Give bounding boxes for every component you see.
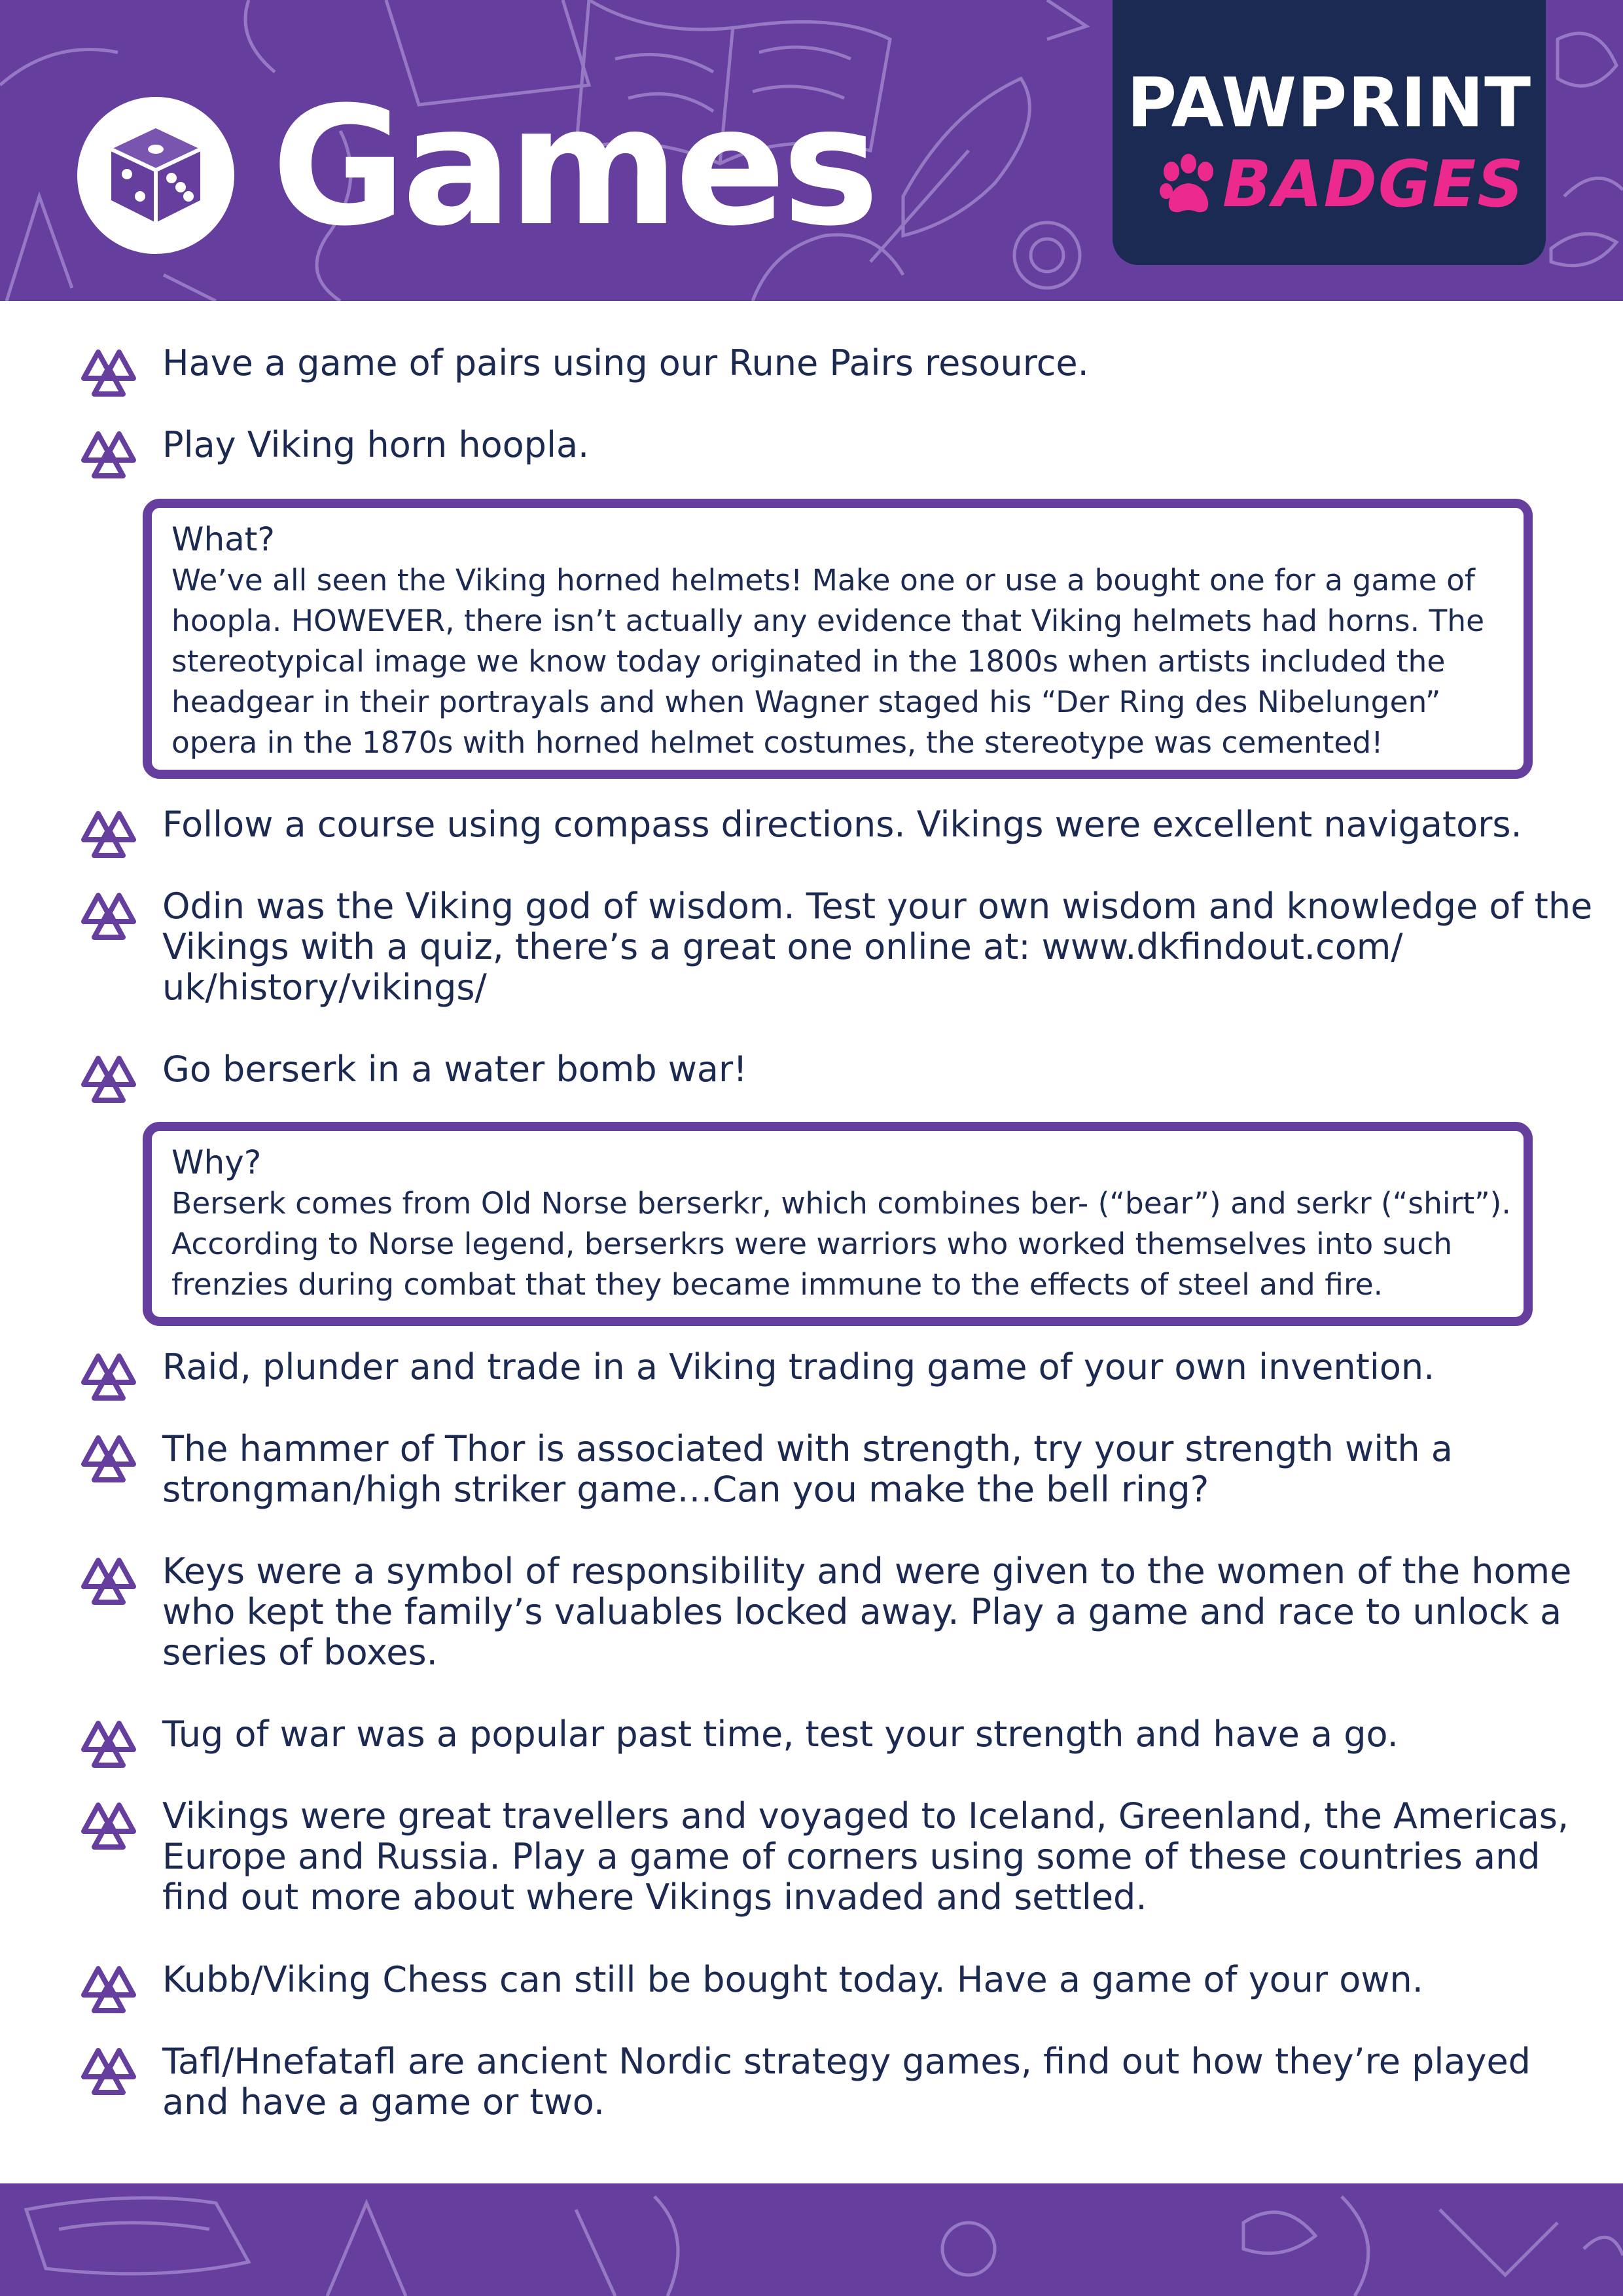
why-info-box (143, 1122, 1533, 1326)
dice-icon (103, 123, 208, 228)
list-item-text: Vikings were great travellers and voyaged to Iceland, Greenland, the Americas, Europe and Russia. Play a game of corners using some of these countries and find out more about where Vikings invaded and settled. (162, 1795, 1569, 1918)
logo-text-top: PAWPRINT (1126, 63, 1532, 143)
logo-bottom-row (1158, 145, 1538, 224)
valknut-icon (79, 2047, 139, 2099)
box-heading: What? (171, 520, 275, 558)
valknut-icon (79, 891, 139, 944)
list-item-text: Go berserk in a water bomb war! (162, 1049, 747, 1090)
valknut-icon (79, 1719, 139, 1772)
list-item (79, 1551, 1572, 1673)
list-item-text: Odin was the Viking god of wisdom. Test your own wisdom and knowledge of the Vikings with a quiz, there’s a great one online at: www.dkfindout.com/ uk/history/vikings/ (162, 886, 1593, 1008)
list-item-text: The hammer of Thor is associated with strength, try your strength with a strongman/high striker game…Can you make the bell ring? (162, 1428, 1453, 1510)
valknut-icon (79, 348, 139, 401)
paw-icon (1158, 152, 1219, 217)
list-item (79, 1049, 1551, 1096)
list-item-text: Tafl/Hnefatafl are ancient Nordic strategy games, find out how they’re played and have a game or two. (162, 2041, 1531, 2123)
box-body: Berserk comes from Old Norse berserkr, which combines ber- (“bear”) and serkr (“shirt”). According to Norse legend, berserkrs were warriors who worked themselves into such frenzies during combat that they became immune to the effects of steel and fire. (171, 1186, 1511, 1302)
list-item-text: Tug of war was a popular past time, test your strength and have a go. (162, 1713, 1399, 1755)
page-title: Games (272, 71, 876, 262)
list-item (79, 1346, 1551, 1394)
list-item-text: Raid, plunder and trade in a Viking trading game of your own invention. (162, 1346, 1435, 1388)
valknut-icon (79, 1434, 139, 1486)
list-item-text: Have a game of pairs using our Rune Pairs resource. (162, 342, 1089, 384)
list-item (79, 342, 1551, 390)
valknut-icon (79, 1054, 139, 1107)
logo-text-bottom: BADGES (1222, 147, 1525, 222)
list-item (79, 424, 1551, 472)
list-item-text: Kubb/Viking Chess can still be bought today. Have a game of your own. (162, 1959, 1423, 2000)
list-item (79, 1795, 1569, 1918)
list-item-text: Keys were a symbol of responsibility and were given to the women of the home who kept the family’s valuables locked away. Play a game and race to unlock a series of boxes. (162, 1551, 1572, 1673)
list-item (79, 886, 1593, 1008)
box-heading: Why? (171, 1143, 262, 1181)
valknut-icon (79, 1801, 139, 1854)
box-body: We’ve all seen the Viking horned helmets! Make one or use a bought one for a game of hoopla. HOWEVER, there isn’t actually any evidence that Viking helmets had horns. The stereotypical image we know today originated in the 1800s when artists included the headgear in their portrayals and when Wagner staged his “Der Ring des Nibelungen” opera in the 1870s with horned helmet costumes, the stereotype was cemented! (171, 563, 1485, 760)
list-item (79, 804, 1551, 852)
valknut-icon (79, 430, 139, 482)
what-info-box (143, 499, 1533, 779)
header-banner (0, 0, 1623, 301)
valknut-icon (79, 1556, 139, 1609)
dice-badge (77, 97, 234, 254)
footer-doodles (0, 2183, 1623, 2296)
list-item (79, 1959, 1551, 2007)
pawprint-badges-logo (1113, 0, 1546, 265)
valknut-icon (79, 1965, 139, 2017)
list-item-text: Follow a course using compass directions. Vikings were excellent navigators. (162, 804, 1522, 845)
list-item-text: Play Viking horn hoopla. (162, 424, 590, 465)
valknut-icon (79, 810, 139, 862)
valknut-icon (79, 1352, 139, 1405)
list-item (79, 1713, 1551, 1761)
footer-banner (0, 2183, 1623, 2296)
list-item (79, 1428, 1551, 1510)
list-item (79, 2041, 1551, 2123)
